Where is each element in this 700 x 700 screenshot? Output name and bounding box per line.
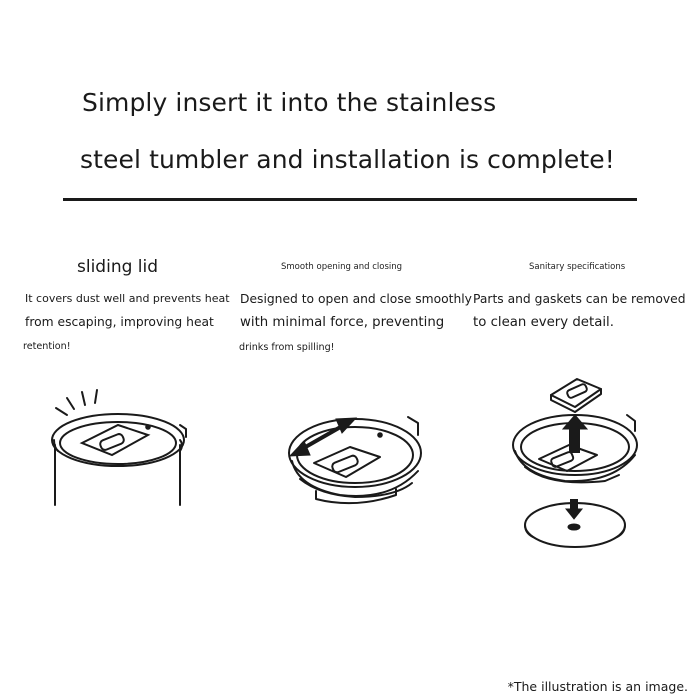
column-1-line-2: from escaping, improving heat xyxy=(25,315,214,329)
column-1-title: sliding lid xyxy=(77,257,159,277)
column-2-line-3: drinks from spilling! xyxy=(239,342,335,353)
headline-line-2: steel tumbler and installation is complete! xyxy=(80,145,615,174)
column-3-line-2: to clean every detail. xyxy=(473,315,614,330)
tumbler-lid-closed-icon xyxy=(40,385,200,510)
divider-rule xyxy=(63,198,637,201)
column-3-line-1: Parts and gaskets can be removed xyxy=(473,292,686,306)
column-2-title: Smooth opening and closing xyxy=(281,262,403,272)
removable-parts-icon xyxy=(505,375,655,555)
column-1-line-3: retention! xyxy=(23,341,71,352)
column-3-title: Sanitary specifications xyxy=(529,262,626,272)
column-2-line-2: with minimal force, preventing xyxy=(240,315,445,330)
headline-line-1: Simply insert it into the stainless xyxy=(82,88,497,117)
column-1-line-1: It covers dust well and prevents heat xyxy=(25,292,230,305)
footnote: *The illustration is an image. xyxy=(507,679,688,694)
sliding-lid-arrow-icon xyxy=(280,405,430,515)
column-2-line-1: Designed to open and close smoothly xyxy=(240,292,472,306)
